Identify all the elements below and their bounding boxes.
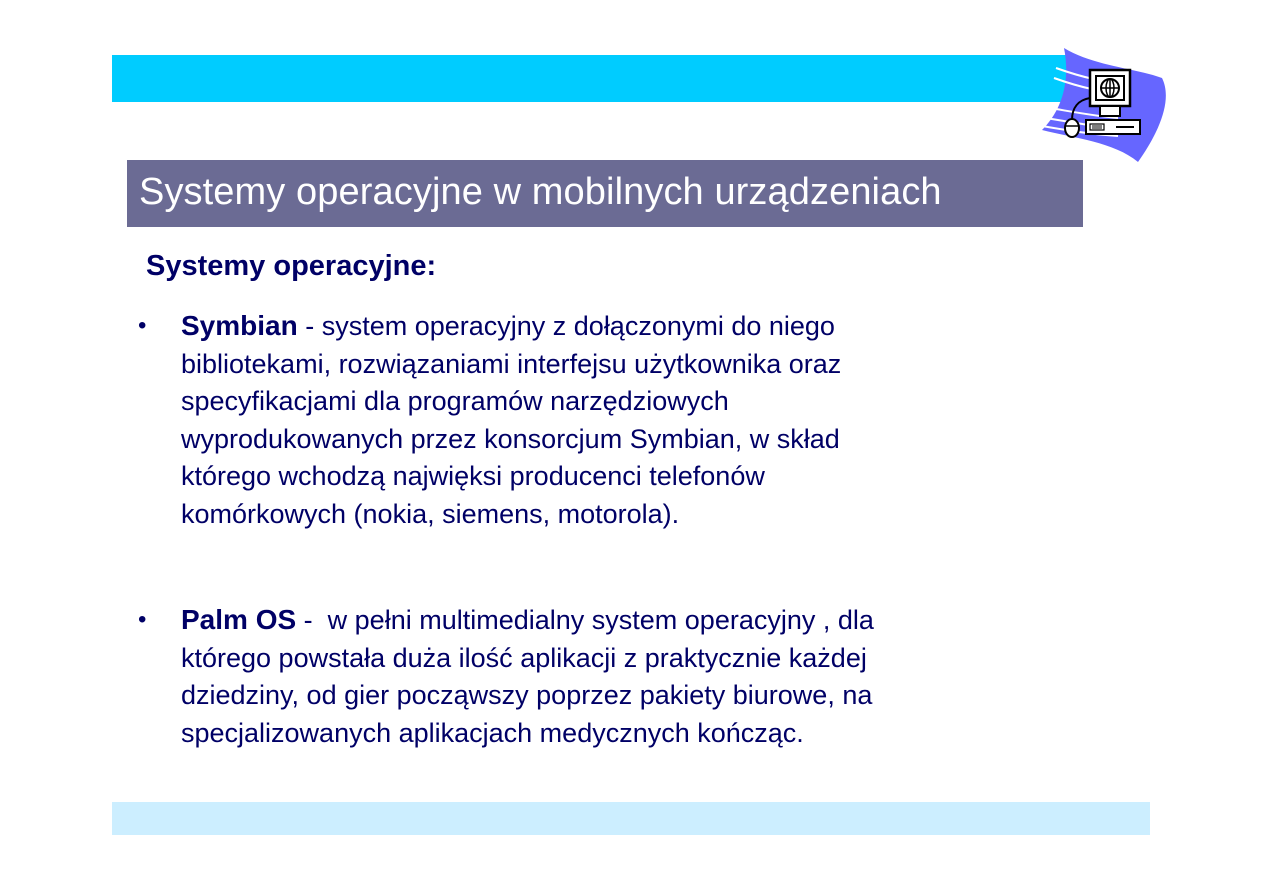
bullet-line: specyfikacjami dla programów narzędziowych bbox=[181, 386, 729, 416]
slide-title: Systemy operacyjne w mobilnych urządzeniach bbox=[139, 171, 942, 213]
top-accent-bar bbox=[112, 55, 1068, 102]
bullet-line: dziedziny, od gier począwszy poprzez pakiety biurowe, na bbox=[181, 680, 873, 710]
bullet-line: którego powstała duża ilość aplikacji z praktycznie każdej bbox=[181, 642, 867, 673]
bullet-text: - system operacyjny z dołączonymi do niego bbox=[297, 311, 835, 341]
bullet-line: komórkowych (nokia, siemens, motorola). bbox=[181, 498, 680, 529]
bullet-line: którego wchodzą najwięksi producenci telefonów bbox=[181, 461, 765, 491]
bullet-symbian bbox=[138, 307, 1058, 533]
bullet-line: specjalizowanych aplikacjach medycznych kończąc. bbox=[181, 717, 804, 748]
os-name-symbian: Symbian bbox=[181, 310, 298, 341]
section-heading: Systemy operacyjne: bbox=[146, 250, 437, 282]
bullet-line bbox=[181, 601, 1058, 640]
os-bullet-list bbox=[138, 307, 1058, 752]
bullet-dot: • bbox=[138, 312, 147, 339]
bullet-line: wyprodukowanych przez konsorcjum Symbian, w skład bbox=[181, 423, 840, 454]
bullet-palm-os bbox=[138, 601, 1058, 752]
bullet-line bbox=[181, 307, 1058, 346]
computer-globe-icon bbox=[1034, 38, 1174, 163]
slide-title-bar bbox=[127, 160, 1083, 227]
bullet-text: - w pełni multimedialny system operacyjny , dla bbox=[296, 605, 874, 635]
bullet-line: bibliotekami, rozwiązaniami interfejsu użytkownika oraz bbox=[181, 348, 842, 379]
bottom-accent-bar bbox=[112, 802, 1150, 835]
os-name-palm-os: Palm OS bbox=[181, 604, 297, 635]
bullet-dot: • bbox=[138, 606, 147, 633]
